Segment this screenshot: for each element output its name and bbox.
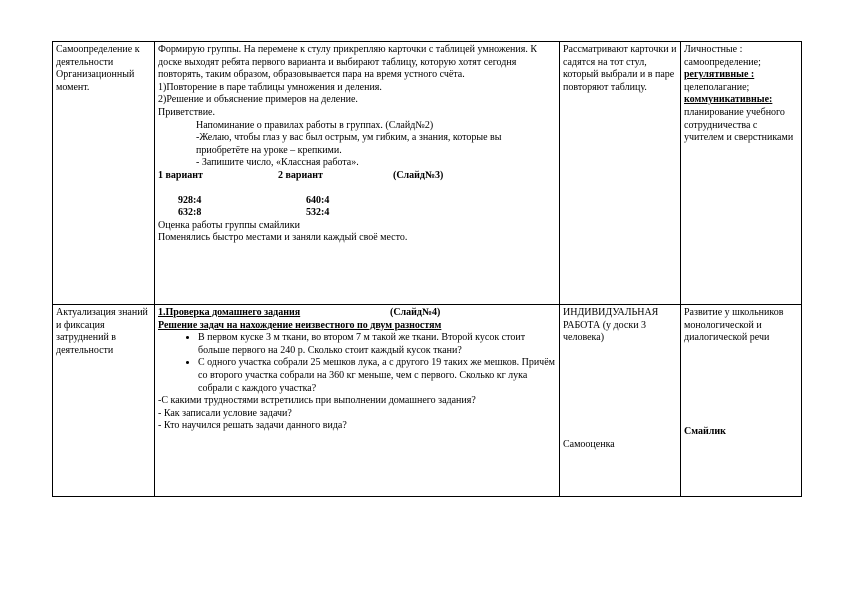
- wish: -Желаю, чтобы глаз у вас был острым, ум гибким, а знания, которые вы приобретёте на уроке – крепкими.: [196, 132, 502, 156]
- question: - Кто научился решать задачи данного вида?: [158, 420, 347, 432]
- question: - Как записали условие задачи?: [158, 407, 292, 419]
- uud-cell: [681, 42, 802, 305]
- evaluation: Оценка работы группы смайлики: [158, 219, 300, 231]
- variant-2-label: 2 вариант: [278, 169, 323, 181]
- uud-text: Развитие у школьников монологической и диалогической речи: [684, 307, 784, 344]
- uud-line: регулятивные :: [684, 69, 755, 81]
- uud-line: Личностные :: [684, 44, 743, 55]
- task-list: [158, 332, 556, 395]
- stage-text: Актуализация знаний и фиксация затруднений в деятельности: [56, 307, 148, 356]
- example: 532:4: [306, 207, 330, 219]
- question: -С какими трудностями встретились при выполнении домашнего задания?: [158, 395, 476, 407]
- teacher-cell: [155, 42, 560, 305]
- stage-cell: [53, 42, 155, 305]
- students-text: Рассматривают карточки и садятся на тот стул, который выбрали и в паре повторяют таблицу.: [563, 44, 677, 93]
- slide-label: (Слайд№3): [393, 169, 444, 181]
- uud-line: целеполагание;: [684, 81, 750, 93]
- table-row: [53, 305, 802, 497]
- teacher-item: 1)Повторение в паре таблицы умножения и деления.: [158, 81, 382, 93]
- teacher-para: Формирую группы. На перемене к стулу прикрепляю карточки с таблицей умножения. К доске выходят ребята первого варианта и выбирают таблицу, которую хотят сегодня повторять, таким образом, образовывается пара на время устного счёта.: [158, 44, 538, 81]
- variant-1-label: 1 вариант: [158, 169, 203, 181]
- stage-cell: [53, 305, 155, 497]
- uud-line: самоопределение;: [684, 56, 761, 68]
- greeting: Приветствие.: [158, 106, 215, 118]
- students-cell: [560, 305, 681, 497]
- reminder: Напоминание о правилах работы в группах. (Слайд№2): [196, 119, 434, 131]
- example: 928:4: [178, 194, 202, 206]
- example: 640:4: [306, 194, 330, 206]
- uud-line: планирование учебного сотрудничества с учителем и сверстниками: [684, 106, 794, 144]
- list-item: • В первом куске 3 м ткани, во втором 7 м такой же ткани. Второй кусок стоит больше первого на 240 р. Сколько стоит каждый кусок ткани?: [198, 332, 556, 357]
- self-assessment: Самооценка: [563, 438, 615, 450]
- teacher-cell: [155, 305, 560, 497]
- homework-subtitle: Решение задач на нахождение неизвестного по двум разностям: [158, 319, 442, 331]
- swap-text: Поменялись быстро местами и заняли каждый своё место.: [158, 232, 408, 244]
- stage-text: Самоопределение к деятельности Организационный момент.: [56, 44, 140, 93]
- uud-line: коммуникативные:: [684, 94, 773, 106]
- teacher-item: 2)Решение и объяснение примеров на деление.: [158, 94, 358, 106]
- lesson-table: [52, 41, 802, 497]
- list-item: • С одного участка собрали 25 мешков лука, а с другого 19 таких же мешков. Причём со второго участка собрали на 360 кг меньше, чем с первого. Сколько кг лука собрали с каждого участка?: [198, 357, 556, 395]
- smiley-label: Смайлик: [684, 425, 726, 437]
- uud-cell: [681, 305, 802, 497]
- write-date: - Запишите число, «Классная работа».: [196, 157, 359, 169]
- slide-label: (Слайд№4): [390, 307, 441, 318]
- homework-check: 1.Проверка домашнего задания: [158, 307, 301, 318]
- table-row: [53, 42, 802, 305]
- examples-block: [158, 195, 556, 220]
- example: 632:8: [178, 207, 202, 219]
- homework-title-row: [158, 307, 556, 320]
- variants-row: [158, 170, 556, 183]
- students-cell: [560, 42, 681, 305]
- students-text: ИНДИВИДУАЛЬНАЯ РАБОТА (у доски 3 человека): [563, 307, 659, 344]
